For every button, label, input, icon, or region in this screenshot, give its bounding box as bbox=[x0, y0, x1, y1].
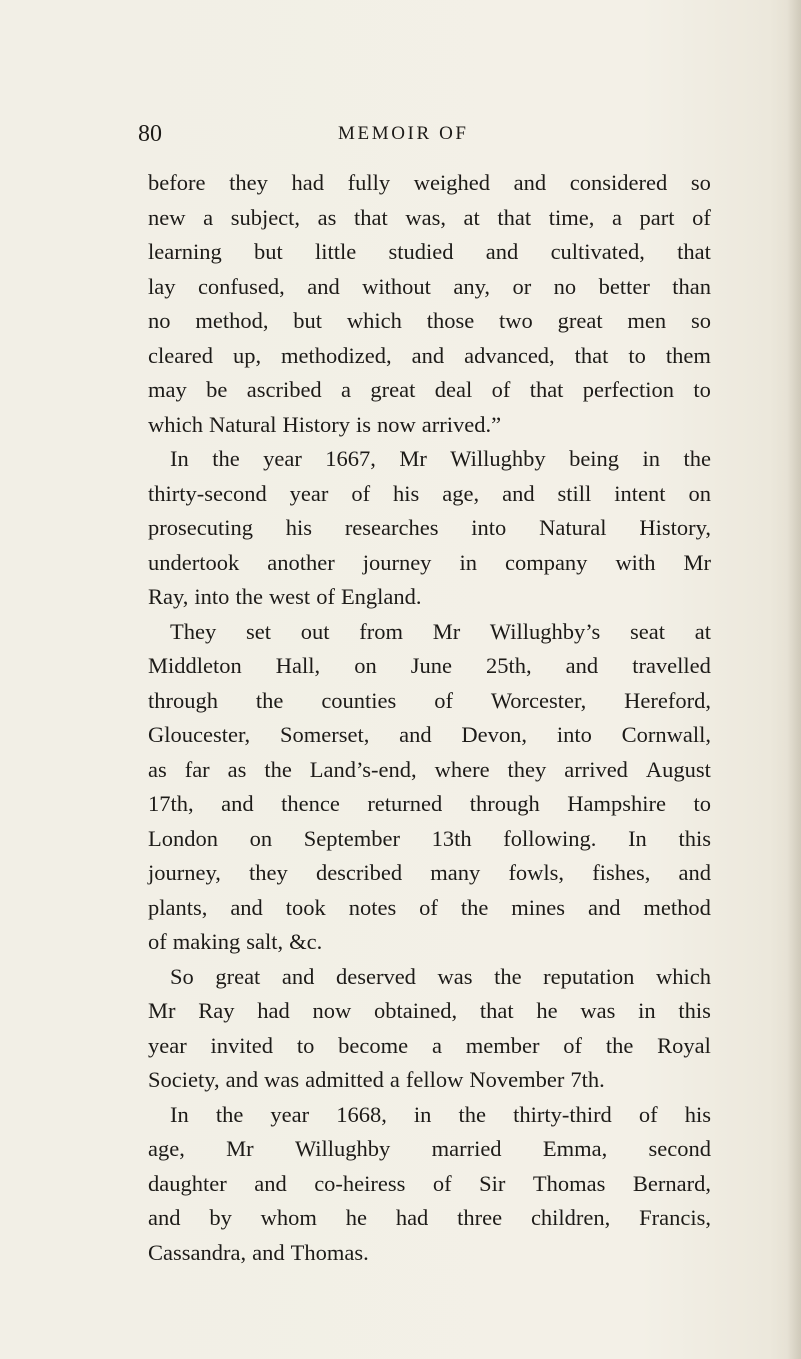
text-line: thirty-second year of his age, and still intent on bbox=[148, 480, 711, 506]
page-number: 80 bbox=[138, 121, 162, 147]
text-line: Cassandra, and Thomas. bbox=[148, 1239, 369, 1265]
body-text bbox=[148, 166, 711, 1270]
text-line: 17th, and thence returned through Hampshire to bbox=[148, 791, 711, 816]
text-line: through the counties of Worcester, Hereford, bbox=[148, 687, 711, 713]
text-line: Mr Ray had now obtained, that he was in this bbox=[148, 998, 711, 1023]
text-line: undertook another journey in company with Mr bbox=[148, 549, 711, 575]
text-line: In the year 1668, in the thirty-third of his bbox=[170, 1101, 711, 1127]
text-line: London on September 13th following. In this bbox=[148, 825, 711, 851]
running-head: MEMOIR OF bbox=[338, 123, 469, 144]
text-line: lay confused, and without any, or no better than bbox=[148, 273, 711, 299]
page-edge-shadow bbox=[787, 0, 801, 1359]
text-line: before they had fully weighed and considered so bbox=[148, 170, 711, 195]
text-line: Society, and was admitted a fellow November 7th. bbox=[148, 1067, 605, 1092]
text-line: learning but little studied and cultivated, that bbox=[148, 239, 711, 264]
text-line: prosecuting his researches into Natural History, bbox=[148, 515, 711, 540]
text-line: In the year 1667, Mr Willughby being in the bbox=[170, 446, 711, 471]
paragraph bbox=[148, 1098, 711, 1271]
text-line: which Natural History is now arrived.” bbox=[148, 411, 502, 437]
text-line: of making salt, &c. bbox=[148, 929, 323, 954]
text-line: cleared up, methodized, and advanced, that to them bbox=[148, 342, 711, 368]
text-line: Gloucester, Somerset, and Devon, into Cornwall, bbox=[148, 722, 711, 747]
text-line: as far as the Land’s-end, where they arrived August bbox=[148, 756, 711, 782]
text-line: and by whom he had three children, Francis, bbox=[148, 1205, 711, 1230]
paragraph bbox=[148, 960, 711, 1098]
text-line: journey, they described many fowls, fishes, and bbox=[148, 860, 711, 885]
paragraph bbox=[148, 166, 711, 442]
page-header bbox=[138, 117, 698, 151]
paragraph bbox=[148, 442, 711, 615]
text-line: no method, but which those two great men so bbox=[148, 308, 711, 333]
text-line: So great and deserved was the reputation which bbox=[170, 963, 711, 989]
text-line: may be ascribed a great deal of that perfection to bbox=[148, 377, 711, 402]
text-line: plants, and took notes of the mines and method bbox=[148, 894, 711, 920]
text-line: Middleton Hall, on June 25th, and travelled bbox=[148, 653, 711, 678]
text-line: Ray, into the west of England. bbox=[148, 584, 422, 609]
text-line: year invited to become a member of the Royal bbox=[148, 1032, 711, 1058]
text-line: age, Mr Willughby married Emma, second bbox=[148, 1136, 711, 1161]
text-line: new a subject, as that was, at that time, a part of bbox=[148, 204, 711, 230]
text-line: daughter and co-heiress of Sir Thomas Bernard, bbox=[148, 1170, 711, 1196]
paragraph bbox=[148, 615, 711, 960]
text-line: They set out from Mr Willughby’s seat at bbox=[170, 618, 711, 644]
